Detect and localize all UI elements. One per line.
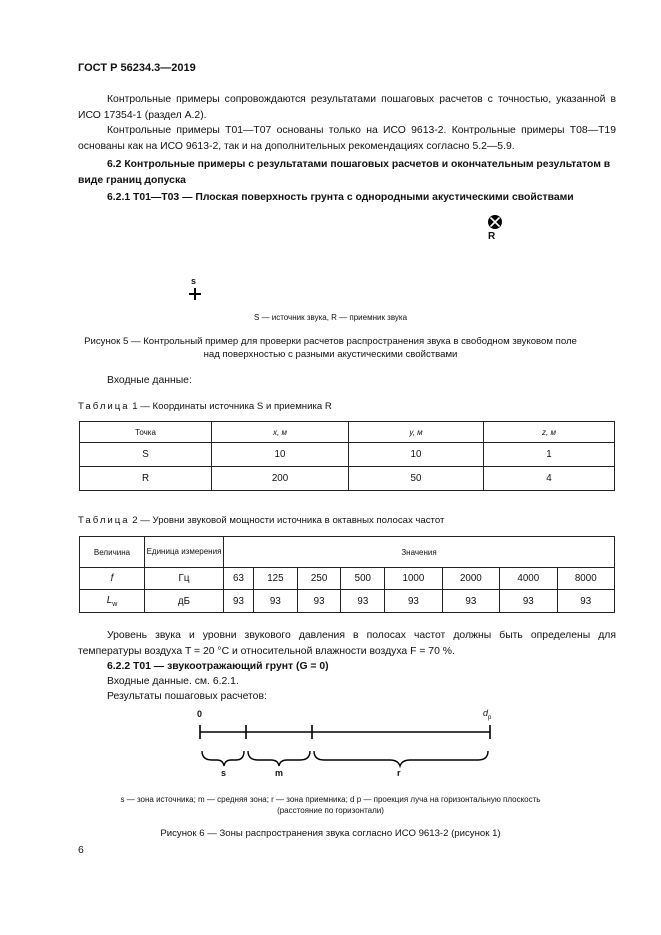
figure5-caption-line1: Рисунок 5 — Контрольный пример для проверки расчетов распространения звука в свободном звуковом поле: [84, 336, 577, 347]
zone-end-label: $d_p$: [483, 708, 492, 721]
figure5-caption-line2: над поверхностью с разными акустическими свойствами: [203, 349, 458, 360]
paragraph-conditions: Уровень звука и уровни звукового давления в полосах частот должны быть определены для температуры воздуха T = 20 °C и относительной влажности воздуха F = 70 %.: [78, 630, 616, 657]
table-cell: 250: [297, 568, 341, 590]
input-data-label: Входные данные:: [107, 375, 192, 386]
table2-header-quantity: Величина: [80, 537, 145, 568]
page-number: 6: [78, 845, 84, 856]
table-cell: 93: [341, 590, 385, 613]
zone-r-label: r: [397, 768, 401, 778]
table1-caption-text: 1 — Координаты источника S и приемника R: [132, 401, 332, 412]
figure5-legend: S — источник звука, R — приемник звука: [253, 313, 408, 322]
table-row: [80, 568, 615, 590]
zone-m-label: m: [275, 768, 284, 778]
figure6-caption: Рисунок 6 — Зоны распространения звука согласно ИСО 9613-2 (рисунок 1): [160, 828, 501, 839]
table-cell: 93: [442, 590, 499, 613]
section-6-2-2-heading: 6.2.2 Т01 — звукоотражающий грунт (G = 0): [107, 661, 329, 672]
table-cell: 1: [484, 443, 615, 467]
table-cell: 500: [341, 568, 385, 590]
table2-header-unit: Единица измерения: [145, 537, 224, 568]
table-cell: 2000: [442, 568, 499, 590]
table-row: [80, 443, 615, 467]
document-header: ГОСТ Р 56234.3—2019: [78, 62, 196, 74]
table2-caption: [78, 515, 444, 526]
table-cell: 93: [385, 590, 442, 613]
table1: [79, 421, 615, 491]
table2-caption-prefix: Таблица: [78, 515, 130, 526]
table-cell: 10: [349, 443, 484, 467]
table-cell: 50: [349, 467, 484, 491]
brace-receiver-zone: [314, 751, 488, 766]
table1-header-cell: z, м: [484, 422, 615, 443]
table-cell: 4000: [500, 568, 557, 590]
table-cell: 93: [224, 590, 254, 613]
table-cell: 10: [212, 443, 349, 467]
table1-header-cell: y, м: [349, 422, 484, 443]
zone-start-label: 0: [197, 709, 203, 719]
figure6-legend-line1: s — зона источника; m — средняя зона; r — зона приемника; d p — проекция луча на горизонтальную плоскость: [120, 795, 541, 804]
table-cell: S: [80, 443, 212, 467]
paragraph-examples: Контрольные примеры Т01—Т07 основаны только на ИСО 9613-2. Контрольные примеры Т08—Т19 основаны как на ИСО 9613-2, так и на дополнительных рекомендациях согласно 5.2—5.9.: [78, 125, 616, 152]
results-label: Результаты пошаговых расчетов:: [107, 691, 267, 702]
source-label: s: [191, 276, 197, 286]
table-cell: 93: [500, 590, 557, 613]
table-cell: 93: [297, 590, 341, 613]
receiver-icon: [484, 212, 506, 232]
table1-header-cell: x, м: [212, 422, 349, 443]
table2-header-values: Значения: [224, 537, 615, 568]
table-row: [80, 467, 615, 491]
section-6-2-heading: 6.2 Контрольные примеры с результатами пошаговых расчетов и окончательным результатом в виде границ допуска: [78, 159, 611, 186]
table-cell: 93: [557, 590, 614, 613]
table-cell: 93: [254, 590, 298, 613]
table-cell: $L_w$: [80, 590, 145, 613]
section-6-2-1-heading: 6.2.1 Т01—Т03 — Плоская поверхность грунта с однородными акустическими свойствами: [107, 192, 574, 203]
table-cell: 8000: [557, 568, 614, 590]
zone-s-label: s: [221, 768, 227, 778]
zones-diagram: [190, 718, 500, 780]
table-cell: дБ: [145, 590, 224, 613]
source-icon: [188, 287, 202, 301]
table2-header-row: [80, 537, 615, 568]
table1-caption-prefix: Таблица: [78, 401, 130, 412]
table-cell: 4: [484, 467, 615, 491]
table-cell: R: [80, 467, 212, 491]
figure6-legend-line2: (расстояние по горизонтали): [277, 806, 384, 815]
brace-source-zone: [202, 751, 244, 766]
input-data-reference: Входные данные. см. 6.2.1.: [107, 676, 239, 687]
table2-caption-text: 2 — Уровни звуковой мощности источника в октавных полосах частот: [132, 515, 445, 526]
table-cell: 200: [212, 467, 349, 491]
table-cell: f: [80, 568, 145, 590]
table-cell: 1000: [385, 568, 442, 590]
table-cell: Гц: [145, 568, 224, 590]
table1-header-cell: Точка: [80, 422, 212, 443]
table-cell: 63: [224, 568, 254, 590]
receiver-label: R: [488, 231, 496, 242]
table2: [79, 536, 615, 613]
paragraph-accuracy: Контрольные примеры сопровождаются результатами пошаговых расчетов с точностью, указанной в ИСО 17354-1 (раздел А.2).: [78, 94, 616, 121]
table1-caption: [78, 401, 332, 412]
table1-header-row: [80, 422, 615, 443]
brace-middle-zone: [248, 751, 310, 766]
table-cell: 125: [254, 568, 298, 590]
table-row: [80, 590, 615, 613]
